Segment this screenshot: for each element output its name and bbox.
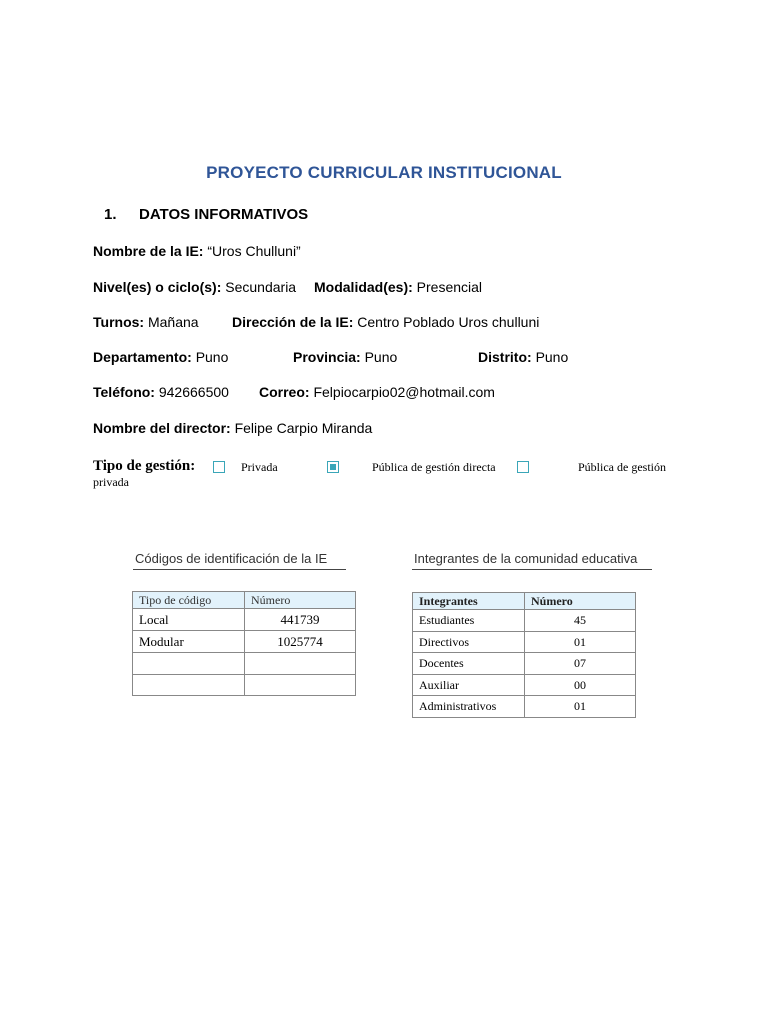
integrantes-caption-underline: [412, 569, 652, 570]
table-row: [133, 631, 356, 653]
field-label: Nivel(es) o ciclo(s):: [93, 279, 222, 295]
field-value: Presencial: [416, 279, 483, 295]
field-value: Puno: [364, 349, 398, 365]
field-value: Felipe Carpio Miranda: [234, 420, 373, 436]
table-header: Tipo de código: [133, 592, 245, 609]
field-provincia: [293, 349, 397, 365]
field-correo: [259, 384, 495, 400]
table-cell: 441739: [245, 609, 356, 631]
field-value: Puno: [195, 349, 229, 365]
table-cell: [133, 653, 245, 675]
field-departamento: [93, 349, 228, 365]
table-cell: 01: [525, 632, 636, 653]
table-row: [413, 632, 636, 653]
field-label: Turnos:: [93, 314, 145, 330]
table-row: [413, 696, 636, 718]
field-label: Departamento:: [93, 349, 192, 365]
section-heading: [104, 206, 308, 223]
table-cell: [245, 675, 356, 696]
codigos-caption: Códigos de identificación de la IE: [135, 551, 328, 566]
integrantes-table: [412, 592, 636, 718]
table-cell: 00: [525, 675, 636, 696]
table-cell: Administrativos: [413, 696, 525, 718]
integrantes-caption: Integrantes de la comunidad educativa: [414, 551, 638, 566]
table-cell: Auxiliar: [413, 675, 525, 696]
gestion-label: Tipo de gestión:: [93, 458, 196, 474]
field-nombre-ie: [93, 243, 301, 259]
field-label: Teléfono:: [93, 384, 155, 400]
field-distrito: [478, 349, 568, 365]
field-value: Centro Poblado Uros chulluni: [357, 314, 540, 330]
field-value: 942666500: [158, 384, 229, 400]
field-label: Dirección de la IE:: [232, 314, 354, 330]
table-cell: Docentes: [413, 653, 525, 675]
table-row: [413, 653, 636, 675]
section-number: 1.: [104, 206, 117, 223]
field-telefono: [93, 384, 229, 400]
table-row: [133, 653, 356, 675]
field-value: “Uros Chulluni”: [207, 243, 301, 259]
document-title: PROYECTO CURRICULAR INSTITUCIONAL: [206, 163, 562, 182]
table-cell: 1025774: [245, 631, 356, 653]
field-value: Felpiocarpio02@hotmail.com: [313, 384, 495, 400]
table-header: Integrantes: [413, 593, 525, 610]
table-header-row: [133, 592, 356, 609]
field-value: Mañana: [147, 314, 199, 330]
field-label: Correo:: [259, 384, 310, 400]
table-cell: 45: [525, 610, 636, 632]
field-label: Modalidad(es):: [314, 279, 413, 295]
gestion-publica-privada-checkbox[interactable]: [517, 461, 529, 473]
table-cell: Directivos: [413, 632, 525, 653]
gestion-option-label-continued: privada: [93, 475, 129, 489]
section-label: DATOS INFORMATIVOS: [139, 206, 309, 223]
field-director: [93, 420, 372, 436]
table-header: Número: [525, 593, 636, 610]
table-row: [133, 675, 356, 696]
field-value: Secundaria: [225, 279, 297, 295]
table-row: [133, 609, 356, 631]
codigos-caption-underline: [133, 569, 346, 570]
field-label: Distrito:: [478, 349, 532, 365]
codigos-table: [132, 591, 356, 696]
field-turnos: [93, 314, 199, 330]
field-direccion: [232, 314, 539, 330]
table-row: [413, 675, 636, 696]
gestion-option-label: Pública de gestión: [578, 460, 666, 474]
field-label: Nombre del director:: [93, 420, 231, 436]
table-cell: Estudiantes: [413, 610, 525, 632]
field-value: Puno: [535, 349, 569, 365]
field-label: Nombre de la IE:: [93, 243, 204, 259]
table-cell: 07: [525, 653, 636, 675]
gestion-option-label: Pública de gestión directa: [372, 460, 496, 474]
field-label: Provincia:: [293, 349, 361, 365]
table-cell: [245, 653, 356, 675]
gestion-publica-directa-checkbox[interactable]: [327, 461, 339, 473]
gestion-privada-checkbox[interactable]: [213, 461, 225, 473]
gestion-option-label: Privada: [241, 460, 278, 474]
table-cell: Modular: [133, 631, 245, 653]
table-row: [413, 610, 636, 632]
table-header-row: [413, 593, 636, 610]
field-modalidad: [314, 279, 482, 295]
table-cell: [133, 675, 245, 696]
table-cell: 01: [525, 696, 636, 718]
table-header: Número: [245, 592, 356, 609]
table-cell: Local: [133, 609, 245, 631]
field-nivel: [93, 279, 296, 295]
